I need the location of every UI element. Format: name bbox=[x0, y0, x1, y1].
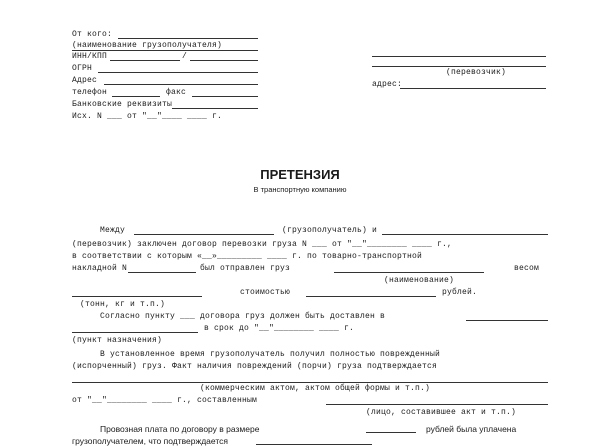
consignee-hint: (наименование грузополучателя) bbox=[72, 41, 223, 50]
body-line-1b: (грузополучатель) и bbox=[282, 226, 378, 235]
carrier-name-line bbox=[382, 234, 548, 235]
from-label: От кого: bbox=[72, 30, 113, 39]
inn-line bbox=[110, 60, 180, 61]
body-line-16a: Провозная плата по договору в размере bbox=[100, 424, 260, 434]
waybill-number-line bbox=[128, 272, 196, 273]
body-line-5: (наименование) bbox=[384, 276, 455, 285]
body-line-17: грузополучателем, что подтверждается bbox=[72, 436, 228, 446]
body-line-11: В установленное время грузополучатель получил полностью поврежденный bbox=[100, 350, 441, 359]
fax-label: факс bbox=[166, 88, 187, 97]
body-line-6a: стоимостью bbox=[240, 288, 291, 297]
body-line-10: (пункт назначения) bbox=[72, 336, 163, 345]
destination-line-2 bbox=[72, 332, 198, 333]
body-line-1a: Между bbox=[100, 226, 126, 235]
body-line-12: (испорченный) груз. Факт наличия повреждений (порчи) груза подтверждается bbox=[72, 362, 438, 371]
ogrn-line bbox=[98, 72, 258, 73]
body-line-16b: рублей была уплачена bbox=[426, 424, 517, 434]
body-line-4a: накладной N bbox=[72, 264, 128, 273]
document-title: ПРЕТЕНЗИЯ bbox=[260, 167, 340, 182]
fax-line bbox=[192, 96, 258, 97]
document-subtitle: В транспортную компанию bbox=[253, 185, 347, 194]
body-line-9: в срок до "__"________ ____ г. bbox=[204, 324, 355, 333]
body-line-3: в соответствии с которым «__»_________ ____ г. по товарно-транспортной bbox=[72, 252, 423, 261]
carrier-address-label: адрес: bbox=[372, 80, 403, 89]
payment-proof-line bbox=[256, 444, 372, 445]
body-line-7: (тонн, кг и т.п.) bbox=[80, 300, 166, 309]
body-line-8: Согласно пункту ___ договора груз должен быть доставлен в bbox=[100, 312, 386, 321]
reference-line: Исх. N ___ от "__"____ ____ г. bbox=[72, 112, 223, 121]
bank-label: Банковские реквизиты bbox=[72, 100, 173, 109]
weight-line bbox=[72, 296, 202, 297]
from-line bbox=[118, 38, 258, 39]
carrier-address-line bbox=[400, 88, 546, 89]
body-line-4c: весом bbox=[514, 264, 540, 273]
phone-label: телефон bbox=[72, 88, 108, 97]
ogrn-label: ОГРН bbox=[72, 64, 93, 73]
kpp-line bbox=[190, 60, 258, 61]
cost-line bbox=[306, 296, 436, 297]
inn-kpp-sep: / bbox=[182, 52, 188, 61]
address-label: Адрес bbox=[72, 76, 98, 85]
compiler-line bbox=[326, 404, 548, 405]
body-line-15: (лицо, составившее акт и т.п.) bbox=[366, 408, 517, 417]
body-line-13: (коммерческим актом, актом общей формы и т.п.) bbox=[200, 384, 431, 393]
carrier-hint: (перевозчик) bbox=[446, 68, 507, 77]
confirmation-doc-line bbox=[72, 382, 548, 383]
address-line bbox=[104, 84, 258, 85]
body-line-4b: был отправлен груз bbox=[200, 264, 291, 273]
carrier-line-1 bbox=[372, 56, 546, 57]
inn-kpp-label: ИНН/КПП bbox=[72, 52, 108, 61]
bank-line bbox=[172, 108, 258, 109]
fee-amount-line bbox=[366, 432, 416, 433]
body-line-6b: рублей. bbox=[442, 288, 478, 297]
consignee-name-line bbox=[134, 234, 274, 235]
cargo-name-line bbox=[334, 272, 484, 273]
phone-line bbox=[112, 96, 160, 97]
body-line-14: от "__"________ ____ г., составленным bbox=[72, 396, 258, 405]
destination-line-1 bbox=[466, 320, 548, 321]
body-line-2: (перевозчик) заключен договор перевозки груза N ___ от "__"________ ____ г., bbox=[72, 240, 453, 249]
carrier-line-2 bbox=[372, 66, 546, 67]
